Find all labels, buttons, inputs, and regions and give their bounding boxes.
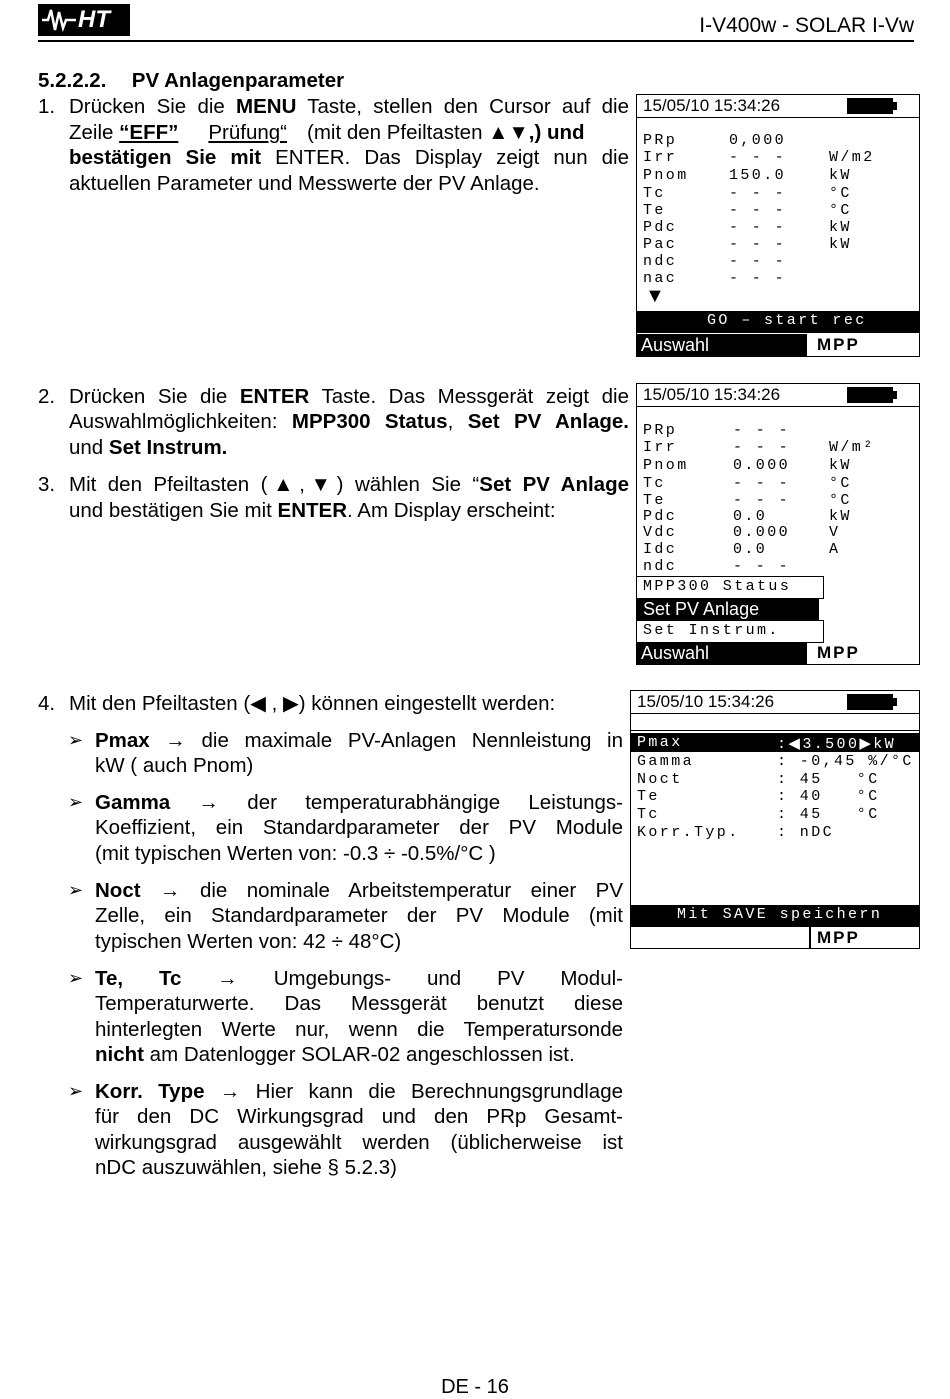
step-1-line-3: bestätigen Sie mit ENTER. Das Display zeigt nun die: [69, 146, 629, 169]
row-value: - - -: [729, 270, 787, 287]
bullet-line: [95, 1042, 623, 1068]
bullet-line: typischen Werten von: 42 ÷ 48°C): [95, 929, 402, 953]
display-row: [637, 508, 919, 524]
row-label: Pdc: [643, 219, 678, 236]
bullet-text: am Datenlogger SOLAR-02 angeschlossen ist.: [143, 1043, 575, 1067]
row-value: - - -: [729, 202, 787, 219]
setting-value: : 45 °C: [777, 806, 880, 823]
bullet-arrow-icon: ➢: [68, 792, 84, 812]
step-3-line-1: Mit den Pfeiltasten (▲,▼) wählen Sie “Set PV Anlage: [69, 473, 629, 496]
bullet-line: Koeffizient, ein Standardparameter der PV Module: [95, 816, 623, 840]
row-unit: kW: [829, 457, 852, 474]
section-title: PV Anlagenparameter: [131, 69, 345, 92]
bullet-line: [95, 728, 623, 754]
row-label: Tc: [643, 185, 666, 202]
setting-label: Tc: [637, 806, 660, 823]
battery-icon: [847, 387, 893, 403]
bullet-term: Noct: [95, 879, 141, 902]
display-row: [637, 475, 919, 491]
settings-row[interactable]: [631, 734, 919, 751]
row-value: 0.0: [733, 541, 768, 558]
battery-icon: [847, 98, 893, 114]
instrument-display-3: [630, 690, 920, 949]
row-unit: °C: [829, 492, 852, 509]
display-header: [637, 95, 919, 118]
settings-row[interactable]: [631, 824, 919, 841]
row-unit: A: [829, 541, 841, 558]
row-label: ndc: [643, 558, 678, 575]
display-row: [637, 236, 919, 252]
setting-label: Gamma: [637, 753, 695, 770]
logo-waveform-icon: [42, 8, 76, 32]
step-number: 1.: [38, 95, 56, 118]
document-title: I-V400w - SOLAR I-Vw: [699, 14, 914, 37]
display-row: [637, 524, 919, 540]
row-value: - - -: [729, 236, 787, 253]
display-header: [631, 691, 919, 714]
display-row: [637, 149, 919, 165]
step-1-line-2: Zeile “EFF” Prüfung“ (mit den Pfeiltasten ▲▼,) und: [69, 121, 585, 144]
bullet-text: → die maximale PV-Anlagen Nennleistung in: [149, 729, 623, 752]
setting-value: : 40 °C: [777, 788, 880, 805]
setting-value: : nDC: [777, 824, 835, 841]
softkey-bar: [637, 642, 919, 664]
bullet-arrow-icon: ➢: [68, 968, 84, 988]
bullet-text: → der temperaturabhängige Leistungs-: [170, 791, 623, 814]
row-value: 0,000: [729, 132, 787, 149]
softkey-bar: [631, 927, 919, 949]
row-value: 0.000: [733, 524, 791, 541]
row-label: Irr: [643, 149, 678, 166]
display-row: [637, 457, 919, 473]
bullet-term: Korr. Type: [95, 1080, 205, 1103]
setting-value: :◀3.500▶kW: [777, 736, 897, 753]
row-label: Pnom: [643, 167, 689, 184]
bullet-line: wirkungsgrad ausgewählt werden (üblicherweise ist: [95, 1130, 623, 1154]
softkey-mode[interactable]: MPP: [817, 928, 860, 947]
row-unit: kW: [829, 236, 852, 253]
display-datetime: 15/05/10 15:34:26: [637, 692, 775, 711]
go-start-rec-bar: GO – start rec: [637, 311, 919, 333]
bullet-line: hinterlegten Werte nur, wenn die Temperatursonde: [95, 1017, 623, 1041]
step-4-intro: Mit den Pfeiltasten (◀ , ▶) können eingestellt werden:: [69, 692, 556, 715]
row-label: Tc: [643, 475, 666, 492]
step-2-line-2: Auswahlmöglichkeiten: MPP300 Status, Set PV Anlage.: [69, 410, 629, 433]
softkey-select[interactable]: Auswahl: [641, 643, 710, 663]
row-value: 0.000: [733, 457, 791, 474]
display-datetime: 15/05/10 15:34:26: [643, 385, 781, 404]
display-row: [637, 132, 919, 148]
row-unit: V: [829, 524, 841, 541]
bullet-line: [95, 1079, 623, 1105]
row-unit: kW: [829, 219, 852, 236]
row-unit: °C: [829, 202, 852, 219]
row-unit: W/m²: [829, 439, 875, 456]
row-value: - - -: [733, 475, 791, 492]
bullet-line: [95, 790, 623, 816]
row-label: PRp: [643, 132, 678, 149]
row-label: Pac: [643, 236, 678, 253]
row-unit: °C: [829, 185, 852, 202]
row-label: Pnom: [643, 457, 689, 474]
row-value: 0.0: [733, 508, 768, 525]
settings-row[interactable]: [631, 788, 919, 805]
section-number: 5.2.2.2.: [38, 69, 107, 92]
display-row: [637, 439, 919, 455]
row-label: Te: [643, 202, 666, 219]
row-unit: kW: [829, 167, 852, 184]
row-label: Pdc: [643, 508, 678, 525]
bullet-text: → Umgebungs- und PV Modul-: [181, 967, 623, 990]
bullet-arrow-icon: ➢: [68, 730, 84, 750]
bullet-term: Te, Tc: [95, 967, 182, 990]
bullet-line: für den DC Wirkungsgrad und den PRp Gesamt-: [95, 1105, 623, 1129]
row-value: - - -: [729, 253, 787, 270]
row-unit: kW: [829, 508, 852, 525]
section-heading: [38, 68, 344, 94]
bullet-emphasis: nicht: [95, 1043, 144, 1067]
step-1-line-4: aktuellen Parameter und Messwerte der PV Anlage.: [69, 172, 540, 195]
instrument-display-1: [636, 94, 920, 357]
display-row: [637, 270, 919, 286]
display-row: [637, 422, 919, 438]
softkey-mode[interactable]: MPP: [817, 643, 860, 662]
display-row: [637, 541, 919, 557]
bullet-term: Pmax: [95, 729, 150, 752]
bullet-arrow-icon: ➢: [68, 1081, 84, 1101]
bullet-line: [95, 966, 623, 992]
instrument-display-2: [636, 383, 920, 665]
setting-label: Noct: [637, 771, 683, 788]
bullet-line: Zelle, ein Standardparameter der PV Module (mit: [95, 904, 623, 928]
display-row: [637, 185, 919, 201]
softkey-mode[interactable]: MPP: [817, 335, 860, 354]
display-row: [637, 558, 919, 574]
setting-label: Te: [637, 788, 660, 805]
battery-icon: [847, 694, 893, 710]
menu-item-set-pv-anlage[interactable]: Set PV Anlage: [637, 598, 819, 620]
row-value: - - -: [729, 219, 787, 236]
setting-label: Pmax: [637, 734, 683, 751]
row-label: Vdc: [643, 524, 678, 541]
bullet-line: kW ( auch Pnom): [95, 754, 254, 778]
bullet-term: Gamma: [95, 791, 171, 814]
row-value: - - -: [733, 439, 791, 456]
step-number: 3.: [38, 473, 56, 496]
row-value: - - -: [733, 558, 791, 575]
row-label: Te: [643, 492, 666, 509]
row-label: PRp: [643, 422, 678, 439]
step-1-line-1: Drücken Sie die MENU Taste, stellen den Cursor auf die: [69, 95, 629, 118]
row-unit: W/m2: [829, 149, 875, 166]
softkey-bar: [637, 334, 919, 356]
menu-item-mpp300-status[interactable]: MPP300 Status: [637, 576, 824, 599]
step-number: 2.: [38, 385, 56, 408]
row-label: ndc: [643, 253, 678, 270]
settings-row[interactable]: [631, 771, 919, 788]
step-number: 4.: [38, 692, 56, 715]
step-2-line-3: und Set Instrum.: [69, 436, 228, 459]
settings-row[interactable]: [631, 806, 919, 823]
bullet-text: → Hier kann die Berechnungsgrundlage: [204, 1080, 623, 1103]
menu-item-set-instrum[interactable]: Set Instrum.: [637, 620, 824, 643]
setting-value: : -0,45 %/°C: [777, 753, 914, 770]
header-divider: [38, 40, 914, 42]
bullet-line: nDC auszuwählen, siehe § 5.2.3): [95, 1156, 397, 1180]
display-datetime: 15/05/10 15:34:26: [643, 96, 781, 115]
row-value: - - -: [729, 149, 787, 166]
row-unit: °C: [829, 475, 852, 492]
ht-logo: [38, 4, 130, 36]
display-header: [637, 384, 919, 407]
display-row: [637, 219, 919, 235]
display-row: [637, 202, 919, 218]
softkey-select[interactable]: Auswahl: [641, 335, 710, 355]
row-value: 150.0: [729, 167, 787, 184]
row-value: - - -: [733, 422, 791, 439]
bullet-line: Temperaturwerte. Das Messgerät benutzt diese: [95, 992, 623, 1016]
display-row: [637, 167, 919, 183]
logo-text: HT: [78, 6, 110, 33]
row-value: - - -: [733, 492, 791, 509]
row-value: - - -: [729, 185, 787, 202]
page-number: DE - 16: [441, 1376, 509, 1398]
bullet-text: → die nominale Arbeitstemperatur einer PV: [140, 879, 623, 902]
setting-value: : 45 °C: [777, 771, 880, 788]
save-bar: Mit SAVE speichern: [631, 905, 919, 927]
bullet-line: (mit typischen Werten von: -0.3 ÷ -0.5%/°C ): [95, 841, 496, 865]
setting-label: Korr.Typ.: [637, 824, 740, 841]
softkey-divider: [809, 927, 811, 948]
row-label: nac: [643, 270, 678, 287]
display-row: [637, 492, 919, 508]
scroll-down-icon: ▼: [645, 285, 665, 307]
bullet-arrow-icon: ➢: [68, 880, 84, 900]
bullet-line: [95, 878, 623, 904]
row-label: Idc: [643, 541, 678, 558]
settings-row[interactable]: [631, 753, 919, 770]
step-3-line-2: und bestätigen Sie mit ENTER. Am Display erscheint:: [69, 499, 556, 522]
display-row: [637, 253, 919, 269]
step-2-line-1: Drücken Sie die ENTER Taste. Das Messgerät zeigt die: [69, 385, 629, 408]
row-label: Irr: [643, 439, 678, 456]
display-spacer: [631, 715, 919, 731]
